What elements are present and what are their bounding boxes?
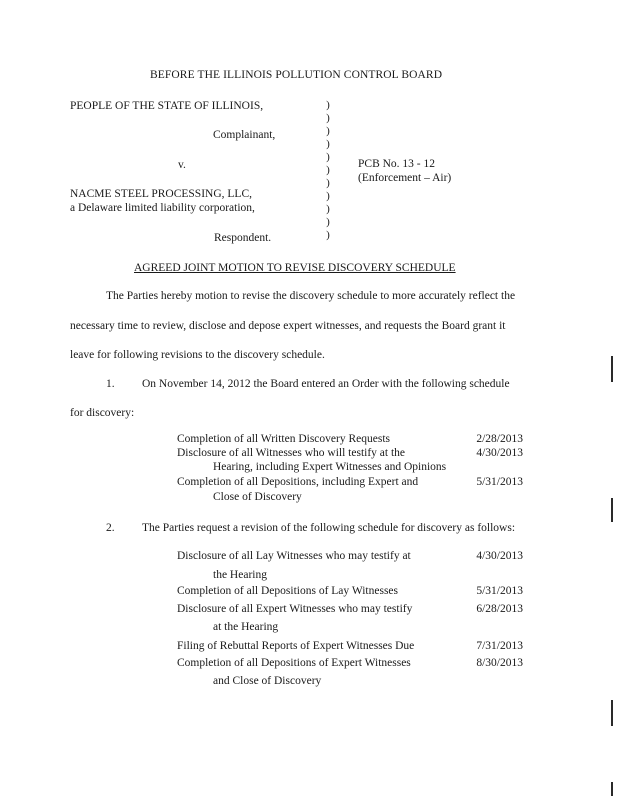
scan-mark bbox=[611, 498, 613, 522]
intro-line-1: The Parties hereby motion to revise the discovery schedule to more accurately reflect the bbox=[106, 290, 516, 302]
plaintiff-name: PEOPLE OF THE STATE OF ILLINOIS, bbox=[70, 100, 264, 112]
paren: ) bbox=[326, 164, 330, 176]
schedule2-item-1: Disclosure of all Lay Witnesses who may testify at bbox=[177, 550, 411, 562]
schedule1-item-3: Completion of all Depositions, including Expert and bbox=[177, 476, 419, 488]
schedule2-item-2: Completion of all Depositions of Lay Witnesses bbox=[177, 585, 398, 597]
intro-line-2: necessary time to review, disclose and depose expert witnesses, and requests the Board grant it bbox=[70, 320, 506, 332]
para2-number: 2. bbox=[106, 522, 115, 534]
defendant-name: NACME STEEL PROCESSING, LLC, bbox=[70, 188, 252, 200]
schedule1-item-1: Completion of all Written Discovery Requests bbox=[177, 433, 390, 445]
motion-title: AGREED JOINT MOTION TO REVISE DISCOVERY SCHEDULE bbox=[134, 262, 456, 274]
paren: ) bbox=[326, 138, 330, 150]
schedule2-date-3: 6/28/2013 bbox=[476, 603, 523, 615]
case-number: PCB No. 13 - 12 bbox=[358, 158, 435, 170]
paren: ) bbox=[326, 177, 330, 189]
para1-line-1: On November 14, 2012 the Board entered an Order with the following schedule bbox=[142, 378, 510, 390]
respondent-label: Respondent. bbox=[214, 232, 272, 244]
paren: ) bbox=[326, 151, 330, 163]
scan-mark bbox=[611, 700, 613, 726]
paren: ) bbox=[326, 216, 330, 228]
schedule1-item-2-cont: Hearing, including Expert Witnesses and Opinions bbox=[213, 461, 447, 473]
board-title: BEFORE THE ILLINOIS POLLUTION CONTROL BOARD bbox=[150, 69, 443, 81]
schedule1-item-2: Disclosure of all Witnesses who will testify at the bbox=[177, 447, 406, 459]
paren: ) bbox=[326, 99, 330, 111]
para1-number: 1. bbox=[106, 378, 115, 390]
schedule2-date-1: 4/30/2013 bbox=[476, 550, 523, 562]
paren: ) bbox=[326, 190, 330, 202]
schedule2-date-4: 7/31/2013 bbox=[476, 640, 523, 652]
schedule1-date-2: 4/30/2013 bbox=[476, 447, 523, 459]
para1-line-2: for discovery: bbox=[70, 407, 135, 419]
paren: ) bbox=[326, 125, 330, 137]
schedule1-date-3: 5/31/2013 bbox=[476, 476, 523, 488]
schedule2-date-2: 5/31/2013 bbox=[476, 585, 523, 597]
schedule1-item-3-cont: Close of Discovery bbox=[213, 491, 302, 503]
schedule2-item-5-cont: and Close of Discovery bbox=[213, 675, 322, 687]
scan-mark bbox=[611, 782, 613, 796]
defendant-description: a Delaware limited liability corporation, bbox=[70, 202, 255, 214]
scan-mark bbox=[611, 356, 613, 382]
paren: ) bbox=[326, 203, 330, 215]
complainant-label: Complainant, bbox=[213, 129, 276, 141]
intro-line-3: leave for following revisions to the discovery schedule. bbox=[70, 349, 325, 361]
paren: ) bbox=[326, 112, 330, 124]
schedule2-item-3-cont: at the Hearing bbox=[213, 621, 279, 633]
schedule2-item-3: Disclosure of all Expert Witnesses who may testify bbox=[177, 603, 413, 615]
paren: ) bbox=[326, 229, 330, 241]
para2-line-1: The Parties request a revision of the following schedule for discovery as follows: bbox=[142, 522, 516, 534]
case-type: (Enforcement – Air) bbox=[358, 172, 452, 184]
schedule1-date-1: 2/28/2013 bbox=[476, 433, 523, 445]
schedule2-item-4: Filing of Rebuttal Reports of Expert Witnesses Due bbox=[177, 640, 415, 652]
schedule2-item-1-cont: the Hearing bbox=[213, 569, 267, 581]
schedule2-date-5: 8/30/2013 bbox=[476, 657, 523, 669]
versus-label: v. bbox=[178, 159, 186, 171]
schedule2-item-5: Completion of all Depositions of Expert Witnesses bbox=[177, 657, 411, 669]
